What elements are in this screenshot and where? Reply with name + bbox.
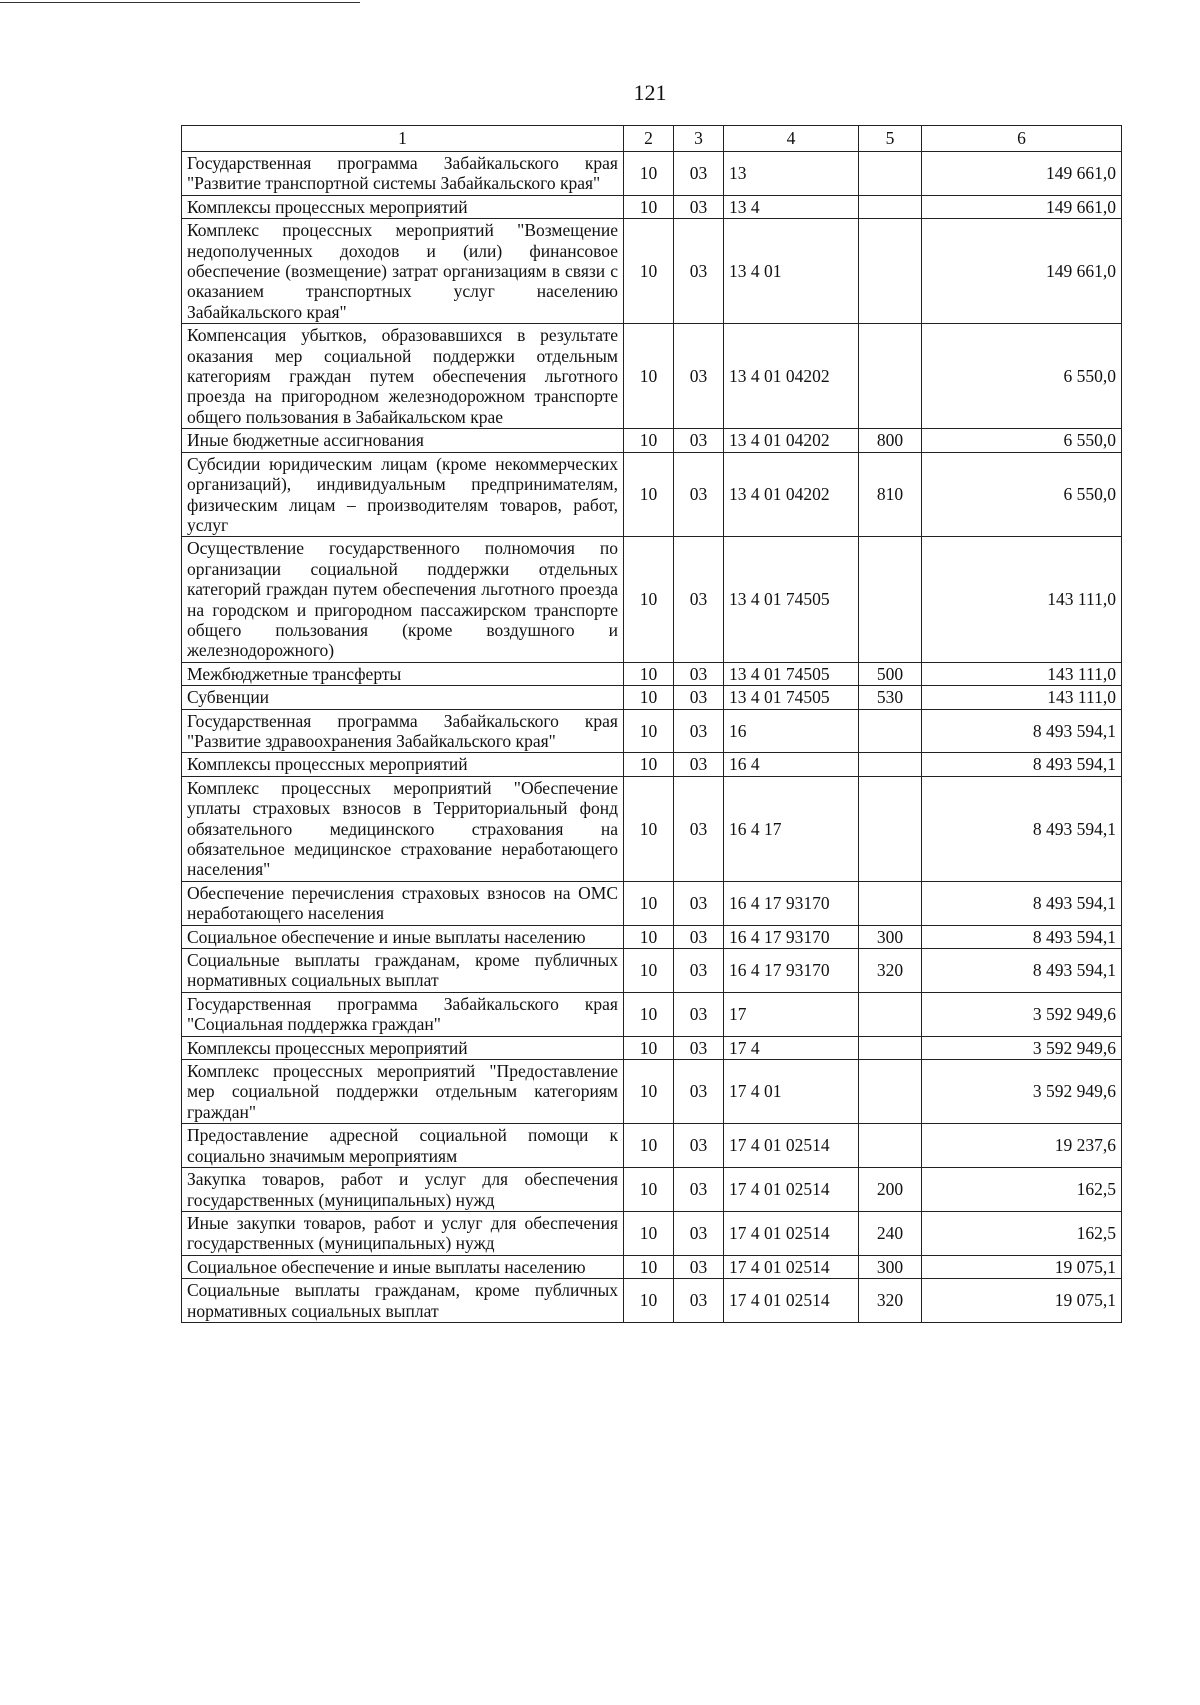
- amount-cell: 3 592 949,6: [922, 1036, 1122, 1059]
- target-article-cell: 13 4 01: [724, 219, 859, 324]
- target-article-cell: 13 4 01 74505: [724, 662, 859, 685]
- amount-cell: 19 075,1: [922, 1279, 1122, 1323]
- table-row: [182, 709, 1122, 753]
- table-row: [182, 776, 1122, 881]
- amount-cell: 8 493 594,1: [922, 709, 1122, 753]
- target-article-cell: 17 4 01 02514: [724, 1211, 859, 1255]
- amount-cell: 143 111,0: [922, 662, 1122, 685]
- section-code-cell: 10: [624, 992, 674, 1036]
- expense-type-cell: 300: [859, 925, 922, 948]
- expense-type-cell: [859, 753, 922, 776]
- target-article-cell: 13 4 01 74505: [724, 686, 859, 709]
- row-name-cell: Комплекс процессных мероприятий "Предоставление мер социальной поддержки отдельным категориям граждан": [182, 1060, 624, 1124]
- subsection-code-cell: 03: [674, 1036, 724, 1059]
- row-name-cell: Социальные выплаты гражданам, кроме публичных нормативных социальных выплат: [182, 949, 624, 993]
- table-row: [182, 662, 1122, 685]
- expense-type-cell: 800: [859, 429, 922, 452]
- expense-type-cell: 530: [859, 686, 922, 709]
- amount-cell: 149 661,0: [922, 152, 1122, 196]
- table-row: [182, 753, 1122, 776]
- table-row: [182, 1279, 1122, 1323]
- expense-type-cell: [859, 1060, 922, 1124]
- table-row: [182, 219, 1122, 324]
- target-article-cell: 16 4 17 93170: [724, 949, 859, 993]
- table-row: [182, 992, 1122, 1036]
- amount-cell: 143 111,0: [922, 537, 1122, 662]
- expense-type-cell: [859, 219, 922, 324]
- table-header: [182, 126, 1122, 152]
- subsection-code-cell: 03: [674, 881, 724, 925]
- amount-cell: 8 493 594,1: [922, 925, 1122, 948]
- expense-type-cell: [859, 537, 922, 662]
- section-code-cell: 10: [624, 1279, 674, 1323]
- row-name-cell: Социальное обеспечение и иные выплаты населению: [182, 1255, 624, 1278]
- target-article-cell: 13 4 01 04202: [724, 452, 859, 537]
- table-row: [182, 429, 1122, 452]
- subsection-code-cell: 03: [674, 1211, 724, 1255]
- subsection-code-cell: 03: [674, 429, 724, 452]
- section-code-cell: 10: [624, 324, 674, 429]
- amount-cell: 3 592 949,6: [922, 1060, 1122, 1124]
- table-row: [182, 1124, 1122, 1168]
- table-row: [182, 195, 1122, 218]
- table-row: [182, 1168, 1122, 1212]
- subsection-code-cell: 03: [674, 1255, 724, 1278]
- target-article-cell: 13 4 01 04202: [724, 324, 859, 429]
- table-row: [182, 324, 1122, 429]
- amount-cell: 149 661,0: [922, 219, 1122, 324]
- target-article-cell: 17: [724, 992, 859, 1036]
- amount-cell: 8 493 594,1: [922, 753, 1122, 776]
- table-row: [182, 537, 1122, 662]
- expense-type-cell: 810: [859, 452, 922, 537]
- subsection-code-cell: 03: [674, 1124, 724, 1168]
- amount-cell: 8 493 594,1: [922, 949, 1122, 993]
- target-article-cell: 16 4 17 93170: [724, 925, 859, 948]
- expense-type-cell: [859, 881, 922, 925]
- row-name-cell: Закупка товаров, работ и услуг для обеспечения государственных (муниципальных) нужд: [182, 1168, 624, 1212]
- target-article-cell: 16 4 17 93170: [724, 881, 859, 925]
- subsection-code-cell: 03: [674, 709, 724, 753]
- subsection-code-cell: 03: [674, 686, 724, 709]
- subsection-code-cell: 03: [674, 219, 724, 324]
- row-name-cell: Комплекс процессных мероприятий "Обеспечение уплаты страховых взносов в Территориальный фонд обязательного медицинского страхования на обязательное медицинское страхование неработающего населения": [182, 776, 624, 881]
- table-row: [182, 881, 1122, 925]
- expense-type-cell: 240: [859, 1211, 922, 1255]
- amount-cell: 6 550,0: [922, 452, 1122, 537]
- section-code-cell: 10: [624, 537, 674, 662]
- amount-cell: 8 493 594,1: [922, 776, 1122, 881]
- target-article-cell: 13 4: [724, 195, 859, 218]
- row-name-cell: Комплексы процессных мероприятий: [182, 1036, 624, 1059]
- section-code-cell: 10: [624, 195, 674, 218]
- row-name-cell: Межбюджетные трансферты: [182, 662, 624, 685]
- amount-cell: 3 592 949,6: [922, 992, 1122, 1036]
- section-code-cell: 10: [624, 776, 674, 881]
- subsection-code-cell: 03: [674, 152, 724, 196]
- section-code-cell: 10: [624, 1124, 674, 1168]
- subsection-code-cell: 03: [674, 662, 724, 685]
- row-name-cell: Комплексы процессных мероприятий: [182, 195, 624, 218]
- target-article-cell: 17 4 01 02514: [724, 1279, 859, 1323]
- target-article-cell: 13 4 01 74505: [724, 537, 859, 662]
- subsection-code-cell: 03: [674, 1168, 724, 1212]
- subsection-code-cell: 03: [674, 1060, 724, 1124]
- page-number: 121: [633, 80, 667, 105]
- section-code-cell: 10: [624, 1060, 674, 1124]
- target-article-cell: 17 4 01 02514: [724, 1124, 859, 1168]
- table-row: [182, 925, 1122, 948]
- row-name-cell: Компенсация убытков, образовавшихся в результате оказания мер социальной поддержки отдельным категориям граждан путем обеспечения льготного проезда на пригородном железнодорожном транспорте общего пользования в Забайкальском крае: [182, 324, 624, 429]
- row-name-cell: Государственная программа Забайкальского края "Развитие транспортной системы Забайкальского края": [182, 152, 624, 196]
- amount-cell: 19 075,1: [922, 1255, 1122, 1278]
- row-name-cell: Субвенции: [182, 686, 624, 709]
- table-row: [182, 1255, 1122, 1278]
- expense-type-cell: 320: [859, 1279, 922, 1323]
- target-article-cell: 13 4 01 04202: [724, 429, 859, 452]
- row-name-cell: Субсидии юридическим лицам (кроме некоммерческих организаций), индивидуальным предпринимателям, физическим лицам – производителям товаров, работ, услуг: [182, 452, 624, 537]
- row-name-cell: Комплекс процессных мероприятий "Возмещение недополученных доходов и (или) финансовое обеспечение (возмещение) затрат организациям в связи с оказанием транспортных услуг населению Забайкальского края": [182, 219, 624, 324]
- section-code-cell: 10: [624, 709, 674, 753]
- row-name-cell: Иные закупки товаров, работ и услуг для обеспечения государственных (муниципальных) нужд: [182, 1211, 624, 1255]
- expense-type-cell: [859, 152, 922, 196]
- top-rule: [0, 2, 360, 3]
- section-code-cell: 10: [624, 452, 674, 537]
- subsection-code-cell: 03: [674, 324, 724, 429]
- row-name-cell: Социальные выплаты гражданам, кроме публичных нормативных социальных выплат: [182, 1279, 624, 1323]
- table-row: [182, 1036, 1122, 1059]
- section-code-cell: 10: [624, 949, 674, 993]
- table-row: [182, 452, 1122, 537]
- row-name-cell: Предоставление адресной социальной помощи к социально значимым мероприятиям: [182, 1124, 624, 1168]
- section-code-cell: 10: [624, 1255, 674, 1278]
- expense-type-cell: [859, 709, 922, 753]
- row-name-cell: Иные бюджетные ассигнования: [182, 429, 624, 452]
- expense-type-cell: 500: [859, 662, 922, 685]
- amount-cell: 6 550,0: [922, 429, 1122, 452]
- column-header-3: 3: [674, 126, 724, 152]
- table-row: [182, 152, 1122, 196]
- target-article-cell: 13: [724, 152, 859, 196]
- table-row: [182, 949, 1122, 993]
- expense-type-cell: [859, 992, 922, 1036]
- table-row: [182, 686, 1122, 709]
- expense-type-cell: 300: [859, 1255, 922, 1278]
- subsection-code-cell: 03: [674, 776, 724, 881]
- amount-cell: 143 111,0: [922, 686, 1122, 709]
- section-code-cell: 10: [624, 881, 674, 925]
- section-code-cell: 10: [624, 1211, 674, 1255]
- target-article-cell: 16 4 17: [724, 776, 859, 881]
- section-code-cell: 10: [624, 753, 674, 776]
- expense-type-cell: 200: [859, 1168, 922, 1212]
- subsection-code-cell: 03: [674, 949, 724, 993]
- row-name-cell: Осуществление государственного полномочия по организации социальной поддержки отдельных категорий граждан путем обеспечения льготного проезда на городском и пригородном пассажирском транспорте общего пользования (кроме воздушного и железнодорожного): [182, 537, 624, 662]
- expense-type-cell: [859, 195, 922, 218]
- target-article-cell: 16: [724, 709, 859, 753]
- row-name-cell: Социальное обеспечение и иные выплаты населению: [182, 925, 624, 948]
- section-code-cell: 10: [624, 1036, 674, 1059]
- table-body: [182, 152, 1122, 1323]
- subsection-code-cell: 03: [674, 753, 724, 776]
- section-code-cell: 10: [624, 686, 674, 709]
- amount-cell: 6 550,0: [922, 324, 1122, 429]
- target-article-cell: 17 4 01: [724, 1060, 859, 1124]
- budget-table: [181, 125, 1122, 1323]
- expense-type-cell: [859, 776, 922, 881]
- subsection-code-cell: 03: [674, 925, 724, 948]
- subsection-code-cell: 03: [674, 537, 724, 662]
- subsection-code-cell: 03: [674, 195, 724, 218]
- section-code-cell: 10: [624, 219, 674, 324]
- table-row: [182, 1060, 1122, 1124]
- expense-type-cell: [859, 1036, 922, 1059]
- header-row: [182, 126, 1122, 152]
- amount-cell: 162,5: [922, 1168, 1122, 1212]
- row-name-cell: Государственная программа Забайкальского края "Развитие здравоохранения Забайкальского края": [182, 709, 624, 753]
- row-name-cell: Комплексы процессных мероприятий: [182, 753, 624, 776]
- amount-cell: 19 237,6: [922, 1124, 1122, 1168]
- section-code-cell: 10: [624, 152, 674, 196]
- column-header-5: 5: [859, 126, 922, 152]
- expense-type-cell: [859, 324, 922, 429]
- table-row: [182, 1211, 1122, 1255]
- target-article-cell: 17 4 01 02514: [724, 1255, 859, 1278]
- target-article-cell: 17 4: [724, 1036, 859, 1059]
- column-header-6: 6: [922, 126, 1122, 152]
- row-name-cell: Государственная программа Забайкальского края "Социальная поддержка граждан": [182, 992, 624, 1036]
- subsection-code-cell: 03: [674, 992, 724, 1036]
- section-code-cell: 10: [624, 1168, 674, 1212]
- amount-cell: 162,5: [922, 1211, 1122, 1255]
- subsection-code-cell: 03: [674, 452, 724, 537]
- column-header-4: 4: [724, 126, 859, 152]
- subsection-code-cell: 03: [674, 1279, 724, 1323]
- section-code-cell: 10: [624, 429, 674, 452]
- amount-cell: 149 661,0: [922, 195, 1122, 218]
- section-code-cell: 10: [624, 662, 674, 685]
- expense-type-cell: [859, 1124, 922, 1168]
- amount-cell: 8 493 594,1: [922, 881, 1122, 925]
- column-header-1: 1: [182, 126, 624, 152]
- column-header-2: 2: [624, 126, 674, 152]
- expense-type-cell: 320: [859, 949, 922, 993]
- target-article-cell: 17 4 01 02514: [724, 1168, 859, 1212]
- row-name-cell: Обеспечение перечисления страховых взносов на ОМС неработающего населения: [182, 881, 624, 925]
- target-article-cell: 16 4: [724, 753, 859, 776]
- section-code-cell: 10: [624, 925, 674, 948]
